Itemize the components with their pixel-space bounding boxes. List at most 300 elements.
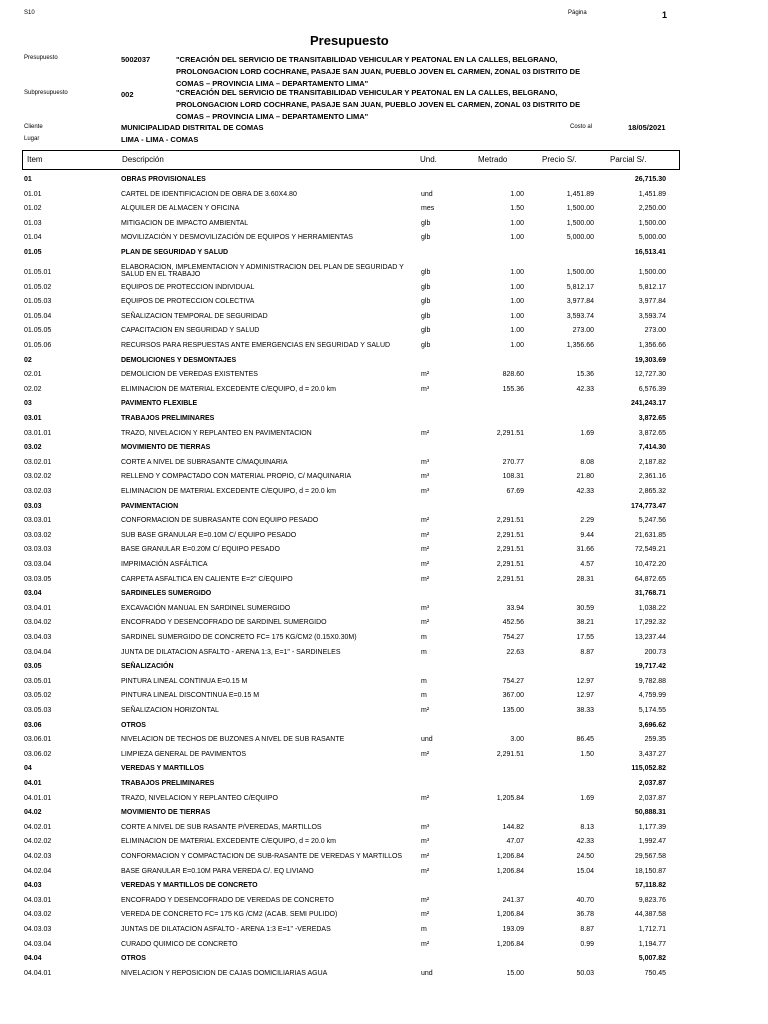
row-description: PINTURA LINEAL CONTINUA E=0.15 M [121, 677, 248, 685]
row-metrado: 3.00 [510, 736, 524, 744]
row-parcial: 31,768.71 [634, 590, 666, 598]
row-item-code: 04.03.01 [24, 896, 52, 904]
table-row [0, 386, 768, 400]
cliente-label: Cliente [24, 124, 43, 130]
row-unit: m³ [421, 838, 430, 846]
row-item-code: 03.05 [24, 663, 42, 671]
row-precio: 5,000.00 [566, 234, 594, 242]
row-item-code: 01.02 [24, 205, 42, 213]
row-description: ENCOFRADO Y DESENCOFRADO DE VEREDAS DE CONCRETO [121, 896, 334, 904]
row-metrado: 1.00 [510, 234, 524, 242]
row-precio: 1.50 [580, 750, 594, 758]
row-item-code: 01.05 [24, 249, 42, 256]
table-row [0, 400, 768, 414]
row-precio: 24.50 [576, 853, 594, 860]
row-metrado: 1,206.84 [496, 853, 524, 860]
row-parcial: 5,812.17 [638, 283, 666, 291]
row-item-code: 03.04.04 [24, 648, 52, 656]
row-precio: 8.87 [580, 648, 594, 656]
row-unit: m² [421, 750, 430, 758]
row-unit: glb [421, 268, 431, 276]
table-row [0, 751, 768, 765]
row-description: CORTE A NIVEL DE SUB RASANTE P/VEREDAS, MARTILLOS [121, 823, 322, 831]
row-unit: m³ [421, 385, 430, 393]
row-description: EXCAVACIÓN MANUAL EN SARDINEL SUMERGIDO [121, 604, 291, 612]
row-description: CARTEL DE IDENTIFICACION DE OBRA DE 3.60X4.80 [121, 190, 297, 198]
row-item-code: 04.04.01 [24, 969, 52, 977]
row-metrado: 1.50 [510, 205, 524, 213]
table-row [0, 430, 768, 444]
row-description: VEREDAS Y MARTILLOS [121, 765, 204, 773]
col-precio: Precio S/. [542, 155, 577, 164]
row-metrado: 2,291.51 [496, 531, 524, 539]
table-row [0, 663, 768, 677]
row-item-code: 03.06.01 [24, 736, 52, 744]
row-parcial: 750.45 [644, 969, 666, 977]
row-item-code: 03.03.05 [24, 575, 52, 583]
table-row [0, 619, 768, 633]
row-description: TRABAJOS PRELIMINARES [121, 415, 215, 422]
row-parcial: 2,865.32 [638, 488, 666, 495]
row-metrado: 2,291.51 [496, 546, 524, 554]
row-parcial: 1,992.47 [638, 838, 666, 846]
presupuesto-label: Presupuesto [24, 55, 58, 61]
row-metrado: 135.00 [502, 707, 524, 714]
row-precio: 1,500.00 [566, 219, 594, 227]
table-row [0, 517, 768, 531]
row-unit: m [421, 634, 427, 641]
row-precio: 38.33 [576, 707, 594, 714]
subpresupuesto-line-1: "CREACIÓN DEL SERVICIO DE TRANSITABILIDAD VEHICULAR Y PEATONAL EN LA CALLES, BELGRANO, [176, 88, 558, 97]
row-parcial: 57,118.82 [635, 882, 666, 890]
row-parcial: 174,773.47 [630, 502, 666, 510]
row-precio: 1,451.89 [566, 190, 594, 198]
row-precio: 50.03 [576, 969, 594, 977]
row-parcial: 3,696.62 [638, 721, 666, 729]
row-precio: 17.55 [576, 634, 594, 641]
subpresupuesto-line-2: PROLONGACION LORD COCHRANE, PASAJE SAN JUAN, PUEBLO JOVEN EL CARMEN, ZONAL 03 DISTRITO DE [176, 100, 581, 109]
row-item-code: 03.06.02 [24, 750, 52, 758]
row-precio: 42.33 [576, 385, 594, 393]
row-parcial: 3,437.27 [638, 750, 666, 758]
subpresupuesto-line-3: COMAS – PROVINCIA LIMA – DEPARTAMENTO LIMA" [176, 112, 369, 121]
row-item-code: 03.05.02 [24, 692, 52, 700]
table-row [0, 678, 768, 692]
row-unit: m² [421, 853, 430, 860]
row-precio: 42.33 [576, 838, 594, 846]
row-item-code: 04.01 [24, 780, 42, 787]
row-precio: 15.04 [576, 867, 594, 875]
table-row [0, 357, 768, 371]
row-description: CURADO QUIMICO DE CONCRETO [121, 940, 238, 948]
row-parcial: 16,513.41 [634, 249, 666, 256]
row-item-code: 03 [24, 400, 32, 408]
table-row [0, 284, 768, 298]
table-row [0, 765, 768, 779]
row-unit: glb [421, 342, 431, 349]
row-metrado: 754.27 [502, 634, 524, 641]
presupuesto-line-2: PROLONGACION LORD COCHRANE, PASAJE SAN JUAN, PUEBLO JOVEN EL CARMEN, ZONAL 03 DISTRITO DE [176, 67, 581, 76]
row-metrado: 1,206.84 [496, 867, 524, 875]
row-description: CAPACITACION EN SEGURIDAD Y SALUD [121, 327, 260, 335]
row-description: PLAN DE SEGURIDAD Y SALUD [121, 249, 229, 256]
row-metrado: 1,205.84 [496, 794, 524, 802]
table-row [0, 736, 768, 750]
row-item-code: 01.05.04 [24, 312, 52, 320]
row-description: CORTE A NIVEL DE SUBRASANTE C/MAQUINARIA [121, 458, 288, 466]
row-item-code: 01.04 [24, 234, 42, 242]
table-row [0, 298, 768, 312]
row-item-code: 04.02.02 [24, 838, 52, 846]
row-description: SARDINEL SUMERGIDO DE CONCRETO FC= 175 KG/CM2 (0.15X0.30M) [121, 634, 357, 641]
row-metrado: 828.60 [502, 371, 524, 379]
row-description: EQUIPOS DE PROTECCION COLECTIVA [121, 298, 255, 306]
col-parcial: Parcial S/. [610, 155, 647, 164]
row-unit: glb [421, 283, 431, 291]
row-parcial: 2,361.16 [638, 473, 666, 481]
row-precio: 30.59 [576, 604, 594, 612]
row-item-code: 02 [24, 356, 32, 364]
row-unit: m [421, 648, 427, 656]
row-parcial: 5,247.56 [638, 517, 666, 525]
row-unit: m² [421, 575, 430, 583]
row-precio: 40.70 [576, 896, 594, 904]
row-parcial: 10,472.20 [634, 561, 666, 568]
row-unit: m² [421, 561, 430, 568]
row-metrado: 241.37 [502, 896, 524, 904]
costo-label: Costo al [570, 124, 593, 130]
row-precio: 28.31 [576, 575, 594, 583]
row-parcial: 3,593.74 [638, 312, 666, 320]
table-row [0, 605, 768, 619]
row-item-code: 01.05.05 [24, 327, 52, 335]
row-precio: 38.21 [576, 619, 594, 627]
table-row [0, 313, 768, 327]
row-unit: glb [421, 219, 431, 227]
row-unit: glb [421, 298, 431, 306]
table-row [0, 809, 768, 823]
row-description: VEREDA DE CONCRETO FC= 175 KG /CM2 (ACAB. SEMI PULIDO) [121, 911, 338, 919]
row-item-code: 03.01.01 [24, 429, 52, 437]
row-precio: 4.57 [580, 561, 594, 568]
row-metrado: 367.00 [502, 692, 524, 700]
row-item-code: 01.01 [24, 190, 42, 198]
table-header [22, 150, 680, 170]
row-item-code: 03.03.02 [24, 531, 52, 539]
row-parcial: 50,888.31 [634, 809, 666, 817]
costo-date: 18/05/2021 [628, 123, 666, 132]
col-descripcion: Descripción [122, 155, 164, 164]
row-item-code: 02.01 [24, 371, 42, 379]
row-description: RELLENO Y COMPACTADO CON MATERIAL PROPIO, C/ MAQUINARIA [121, 473, 352, 481]
row-precio: 1,500.00 [566, 205, 594, 213]
row-metrado: 1.00 [510, 312, 524, 320]
row-metrado: 452.56 [502, 619, 524, 627]
row-parcial: 259.35 [644, 736, 666, 744]
subpresupuesto-label: Subpresupuesto [24, 90, 68, 96]
col-item: Item [27, 155, 43, 164]
row-description: SEÑALIZACION HORIZONTAL [121, 707, 219, 714]
row-parcial: 200.73 [644, 648, 666, 656]
row-parcial: 4,759.99 [638, 692, 666, 700]
row-precio: 3,977.84 [566, 298, 594, 306]
table-row [0, 955, 768, 969]
row-item-code: 01.05.06 [24, 342, 52, 349]
row-item-code: 03.03.04 [24, 561, 52, 568]
row-description: DEMOLICIONES Y DESMONTAJES [121, 356, 237, 364]
row-parcial: 72,549.21 [634, 546, 666, 554]
row-item-code: 04.03.04 [24, 940, 52, 948]
row-precio: 15.36 [576, 371, 594, 379]
row-unit: m² [421, 429, 430, 437]
row-description: IMPRIMACIÓN ASFÁLTICA [121, 561, 208, 568]
row-item-code: 04.02.01 [24, 823, 52, 831]
row-parcial: 5,174.55 [638, 707, 666, 714]
row-metrado: 193.09 [502, 926, 524, 933]
row-parcial: 241,243.17 [630, 400, 666, 408]
row-metrado: 1.00 [510, 283, 524, 291]
row-metrado: 1,206.84 [496, 911, 524, 919]
row-description: VEREDAS Y MARTILLOS DE CONCRETO [121, 882, 258, 890]
row-item-code: 04.01.01 [24, 794, 52, 802]
row-description: JUNTAS DE DILATACION ASFALTO - ARENA 1:3 E=1" -VEREDAS [121, 926, 331, 933]
row-description: MITIGACION DE IMPACTO AMBIENTAL [121, 219, 249, 227]
row-parcial: 273.00 [644, 327, 666, 335]
row-description: TRABAJOS PRELIMINARES [121, 780, 215, 787]
row-unit: m² [421, 940, 430, 948]
table-row [0, 911, 768, 925]
row-item-code: 03.02 [24, 444, 42, 452]
row-item-code: 03.03.03 [24, 546, 52, 554]
row-description: ELIMINACION DE MATERIAL EXCEDENTE C/EQUIPO, d = 20.0 km [121, 488, 336, 495]
row-precio: 1,500.00 [566, 268, 594, 276]
table-row [0, 780, 768, 794]
table-row [0, 371, 768, 385]
row-precio: 1.69 [580, 794, 594, 802]
row-item-code: 02.02 [24, 385, 42, 393]
table-row [0, 868, 768, 882]
table-row [0, 882, 768, 896]
row-metrado: 1.00 [510, 268, 524, 276]
row-item-code: 01.03 [24, 219, 42, 227]
row-item-code: 03.04.01 [24, 604, 52, 612]
row-description: SUB BASE GRANULAR E=0.10M C/ EQUIPO PESADO [121, 531, 297, 539]
row-parcial: 5,000.00 [638, 234, 666, 242]
row-description: OTROS [121, 721, 146, 729]
row-precio: 5,812.17 [566, 283, 594, 291]
table-row [0, 176, 768, 190]
row-parcial: 2,250.00 [638, 205, 666, 213]
row-parcial: 29,567.58 [634, 853, 666, 860]
row-item-code: 04.03 [24, 882, 42, 890]
row-parcial: 26,715.30 [634, 176, 666, 183]
row-parcial: 2,037.87 [638, 780, 666, 787]
row-parcial: 1,500.00 [638, 219, 666, 227]
row-metrado: 1.00 [510, 298, 524, 306]
row-unit: m [421, 677, 427, 685]
row-precio: 8.08 [580, 458, 594, 466]
table-row [0, 590, 768, 604]
table-row [0, 970, 768, 984]
page-label: Página [568, 10, 587, 16]
row-description: OBRAS PROVISIONALES [121, 176, 206, 183]
col-und: Und. [420, 155, 437, 164]
row-metrado: 2,291.51 [496, 517, 524, 525]
row-parcial: 7,414.30 [638, 444, 666, 452]
row-item-code: 01.05.01 [24, 268, 52, 276]
page-number: 1 [662, 10, 668, 20]
row-description: PAVIMENTACION [121, 502, 179, 510]
row-description: ENCOFRADO Y DESENCOFRADO DE SARDINEL SUMERGIDO [121, 619, 327, 627]
row-unit: und [421, 969, 433, 977]
row-precio: 1.69 [580, 429, 594, 437]
row-item-code: 04.04 [24, 955, 42, 963]
row-item-code: 04.02.04 [24, 867, 52, 875]
row-unit: m² [421, 794, 430, 802]
row-unit: m² [421, 911, 430, 919]
row-description: CONFORMACION DE SUBRASANTE CON EQUIPO PESADO [121, 517, 319, 525]
row-metrado: 1.00 [510, 190, 524, 198]
row-description: MOVIMIENTO DE TIERRAS [121, 444, 211, 452]
row-parcial: 115,052.82 [631, 765, 666, 773]
row-parcial: 5,007.82 [638, 955, 666, 963]
table-row [0, 707, 768, 721]
row-parcial: 19,303.69 [634, 356, 666, 364]
row-item-code: 03.04 [24, 590, 42, 598]
row-unit: m² [421, 531, 430, 539]
row-description: SARDINELES SUMERGIDO [121, 590, 212, 598]
row-description: RECURSOS PARA RESPUESTAS ANTE EMERGENCIAS EN SEGURIDAD Y SALUD [121, 342, 391, 349]
row-metrado: 1,206.84 [496, 940, 524, 948]
row-description: EQUIPOS DE PROTECCION INDIVIDUAL [121, 283, 255, 291]
table-row [0, 722, 768, 736]
row-parcial: 1,451.89 [638, 190, 666, 198]
row-item-code: 04.03.03 [24, 926, 52, 933]
row-parcial: 1,500.00 [638, 268, 666, 276]
row-precio: 12.97 [576, 692, 594, 700]
row-item-code: 03.01 [24, 415, 42, 422]
row-parcial: 1,177.39 [638, 823, 666, 831]
row-item-code: 04.02 [24, 809, 42, 817]
lugar-value: LIMA - LIMA - COMAS [121, 135, 199, 144]
row-metrado: 15.00 [506, 969, 524, 977]
row-parcial: 1,038.22 [638, 604, 666, 612]
row-unit: und [421, 190, 433, 198]
row-item-code: 03.03 [24, 502, 42, 510]
row-description: PINTURA LINEAL DISCONTINUA E=0.15 M [121, 692, 260, 700]
row-item-code: 03.03.01 [24, 517, 52, 525]
row-parcial: 3,977.84 [638, 298, 666, 306]
row-precio: 8.87 [580, 926, 594, 933]
table-row [0, 941, 768, 955]
row-description: NIVELACION DE TECHOS DE BUZONES A NIVEL DE SUB RASANTE [121, 736, 345, 744]
row-description: BASE GRANULAR E=0.20M C/ EQUIPO PESADO [121, 546, 280, 554]
row-precio: 9.44 [580, 531, 594, 539]
row-precio: 42.33 [576, 488, 594, 495]
table-row [0, 191, 768, 205]
table-row [0, 649, 768, 663]
row-unit: glb [421, 327, 431, 335]
row-precio: 12.97 [576, 677, 594, 685]
row-precio: 1,356.66 [566, 342, 594, 349]
row-item-code: 03.06 [24, 721, 42, 729]
table-row [0, 234, 768, 248]
lugar-label: Lugar [24, 136, 40, 142]
row-metrado: 1.00 [510, 342, 524, 349]
row-description: LIMPIEZA GENERAL DE PAVIMENTOS [121, 750, 246, 758]
row-unit: m³ [421, 604, 430, 612]
row-parcial: 3,872.65 [638, 429, 666, 437]
table-row [0, 926, 768, 940]
row-parcial: 44,387.58 [634, 911, 666, 919]
row-unit: m² [421, 371, 430, 379]
row-unit: m³ [421, 488, 430, 495]
row-unit: und [421, 736, 433, 744]
row-unit: glb [421, 234, 431, 242]
row-description: NIVELACION Y REPOSICION DE CAJAS DOMICILIARIAS AGUA [121, 969, 328, 977]
row-description: TRAZO, NIVELACION Y REPLANTEO C/EQUIPO [121, 794, 278, 802]
row-precio: 21.80 [576, 473, 594, 481]
row-precio: 3,593.74 [566, 312, 594, 320]
table-row [0, 576, 768, 590]
row-unit: m² [421, 896, 430, 904]
table-row [0, 897, 768, 911]
row-description: SEÑALIZACION TEMPORAL DE SEGURIDAD [121, 312, 268, 320]
row-description: ELABORACION, IMPLEMENTACION Y ADMINISTRACION DEL PLAN DE SEGURIDAD Y SALUD EN EL TRABAJO [121, 263, 404, 278]
table-row [0, 488, 768, 502]
table-row [0, 205, 768, 219]
row-metrado: 108.31 [502, 473, 524, 481]
table-row [0, 249, 768, 263]
row-metrado: 754.27 [502, 677, 524, 685]
table-row [0, 459, 768, 473]
row-item-code: 03.05.01 [24, 677, 52, 685]
row-description: MOVILIZACIÓN Y DESMOVILIZACIÓN DE EQUIPOS Y HERRAMIENTAS [121, 234, 353, 242]
row-metrado: 144.82 [502, 823, 524, 831]
row-description: OTROS [121, 955, 146, 963]
row-item-code: 03.04.02 [24, 619, 52, 627]
table-row [0, 561, 768, 575]
row-description: ELIMINACION DE MATERIAL EXCEDENTE C/EQUIPO, d = 20.0 km [121, 838, 336, 846]
row-unit: m² [421, 619, 430, 627]
row-unit: m² [421, 707, 430, 714]
table-row [0, 532, 768, 546]
table-row [0, 473, 768, 487]
row-parcial: 18,150.87 [634, 867, 666, 875]
row-precio: 36.78 [576, 911, 594, 919]
row-parcial: 21,631.85 [634, 531, 666, 539]
table-row [0, 546, 768, 560]
row-parcial: 2,187.82 [638, 458, 666, 466]
row-description: PAVIMENTO FLEXIBLE [121, 400, 198, 408]
table-row [0, 824, 768, 838]
row-unit: m² [421, 867, 430, 875]
row-precio: 0.99 [580, 940, 594, 948]
row-metrado: 2,291.51 [496, 750, 524, 758]
row-metrado: 1.00 [510, 219, 524, 227]
presupuesto-line-3: COMAS – PROVINCIA LIMA – DEPARTAMENTO LIMA" [176, 79, 369, 88]
row-parcial: 1,712.71 [638, 926, 666, 933]
row-description: ELIMINACION DE MATERIAL EXCEDENTE C/EQUIPO, d = 20.0 km [121, 385, 336, 393]
table-row [0, 838, 768, 852]
table-row [0, 415, 768, 429]
row-item-code: 01 [24, 176, 32, 183]
presupuesto-line-1: "CREACIÓN DEL SERVICIO DE TRANSITABILIDAD VEHICULAR Y PEATONAL EN LA CALLES, BELGRANO, [176, 55, 558, 64]
table-row [0, 342, 768, 356]
row-description: CONFORMACION Y COMPACTACION DE SUB-RASANTE DE VEREDAS Y MARTILLOS [121, 853, 403, 860]
row-metrado: 47.07 [506, 838, 524, 846]
col-metrado: Metrado [478, 155, 508, 164]
